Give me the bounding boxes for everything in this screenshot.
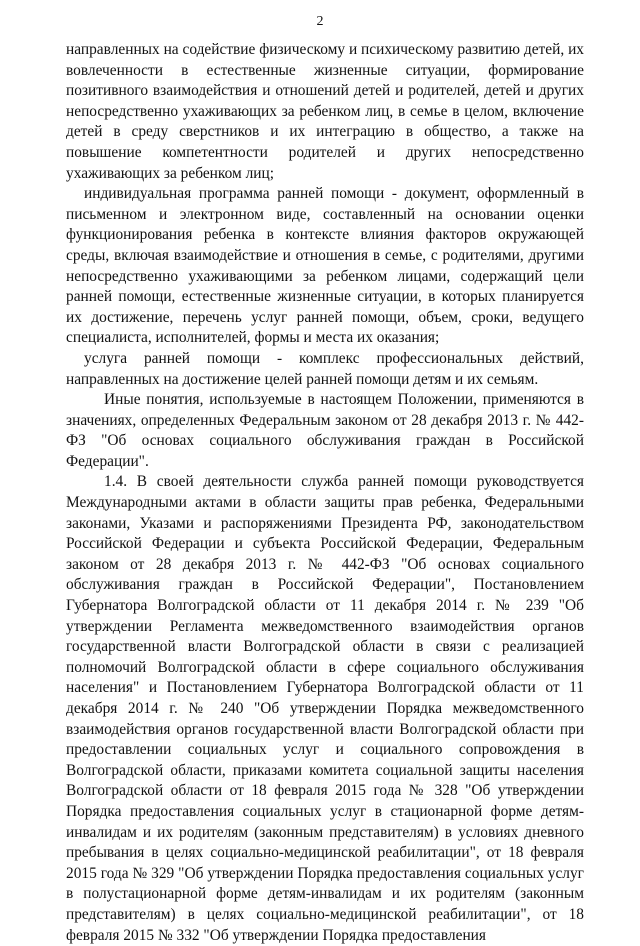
page-number: 2 — [316, 14, 324, 29]
paragraph-other-terms: Иные понятия, используемые в настоящем Положении, применяются в значениях, определенных Федеральным законом от 28 декабря 2013 г. № 442-ФЗ "Об основах социального обслуживания граждан в Российской Федерации". — [66, 391, 584, 470]
paragraph-early-help-service: услуга ранней помощи - комплекс профессиональных действий, направленных на достижение целей ранней помощи детям и их семьям. — [66, 349, 584, 388]
paragraph-section-1-4: 1.4. В своей деятельности служба ранней помощи руководствуется Международными актами в области защиты прав ребенка, Федеральными законами, Указами и распоряжениями Президента РФ, законодательством Российской Федерации и субъекта Российской Федерации, Федеральным законом от 28 декабря 2013 г. № 442-ФЗ "Об основах социального обслуживания граждан в Российской Федерации", Постановлением Губернатора Волгоградской области от 11 декабря 2014 г. № 239 "Об утверждении Регламента межведомственного взаимодействия органов государственной власти Волгоградской области в связи с реализацией полномочий Волгоградской области в сфере социального обслуживания населения" и Постановлением Губернатора Волгоградской области от 11 декабря 2014 г. № 240 "Об утверждении Порядка межведомственного взаимодействия органов государственной власти Волгоградской области при предоставлении социальных услуг и социального сопровождения в Волгоградской области, приказами комитета социальной защиты населения Волгоградской области от 18 февраля 2015 года № 328 "Об утверждении Порядка предоставления социальных услуг в стационарной форме детям-инвалидам и их родителям (законным представителям) в условиях дневного пребывания в целях социально-медицинской реабилитации", от 18 февраля 2015 года № 329 "Об утверждении Порядка предоставления социальных услуг в полустационарной форме детям-инвалидам и их родителям (законным представителям) в целях социально-медицинской реабилитации", от 18 февраля 2015 № 332 "Об утверждении Порядка предоставления — [66, 473, 584, 944]
paragraph-individual-program: индивидуальная программа ранней помощи - документ, оформленный в письменном и электронном виде, составленный на основании оценки функционирования ребенка в контексте влияния факторов окружающей среды, включая взаимодействие и отношения в семье, с родителями, другими непосредственно ухаживающими за ребенком лицами, содержащий цели ранней помощи, естественные жизненные ситуации, в которых планируется их достижение, перечень услуг ранней помощи, объем, сроки, ведущего специалиста, исполнителей, формы и места их оказания; — [66, 185, 584, 347]
paragraph-early-help-definition-tail: направленных на содействие физическому и психическому развитию детей, их вовлеченности в естественные жизненные ситуации, формирование позитивного взаимодействия и отношений детей и родителей, детей и других непосредственно ухаживающих за ребенком лиц, в семье в целом, включение детей в среду сверстников и их интеграцию в общество, а также на повышение компетентности родителей и других непосредственно ухаживающих за ребенком лиц; — [66, 41, 584, 182]
document-body — [66, 40, 584, 946]
